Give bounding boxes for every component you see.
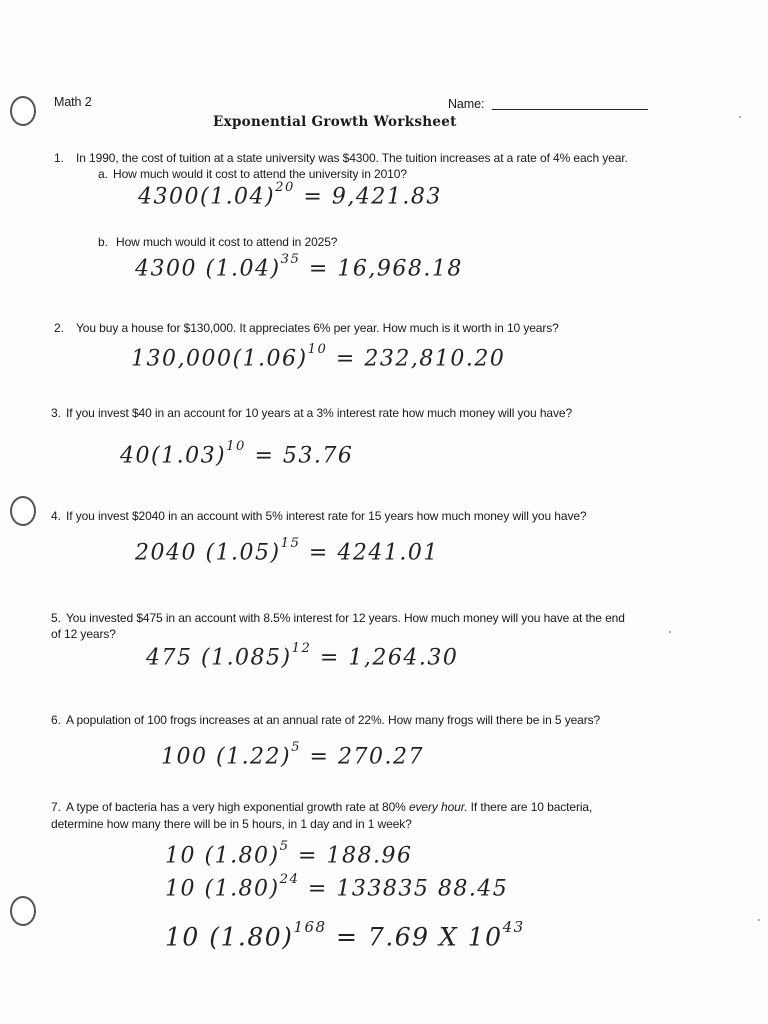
answer-7-5-hours [165,839,413,869]
problem-1-text: In 1990, the cost of tuition at a state university was $4300. The tuition increases at a rate of 4% each year. [76,151,628,165]
answer-2-exponent: 10 [307,342,328,357]
answer-5-result: = 1,264.30 [319,645,459,671]
answer-1b-base: 4300 (1.04) [135,256,281,282]
problem-1a-text: How much would it cost to attend the university in 2010? [113,167,407,181]
answer-7a-exponent: 5 [279,839,290,854]
answer-4 [135,536,439,566]
scan-speck [758,919,760,921]
scan-speck [739,116,741,118]
answer-6 [161,740,424,770]
course-label: Math 2 [54,95,92,109]
answer-7a-result: = 188.96 [298,843,413,869]
answer-1b-exponent: 35 [280,252,301,267]
answer-7b-base: 10 (1.80) [165,876,280,902]
problem-7-text-part1: A type of bacteria has a very high exponential growth rate at 80% [66,800,409,814]
problem-5-text-line2: of 12 years? [51,627,116,641]
worksheet-title: Exponential Growth Worksheet [213,114,457,130]
answer-7c-result-exponent: 43 [502,918,525,936]
answer-1b-result: = 16,968.18 [308,256,463,282]
answer-1a-exponent: 20 [275,180,295,195]
binder-hole-middle [10,496,36,526]
problem-3-text: If you invest $40 in an account for 10 years at a 3% interest rate how much money will you have? [66,406,573,420]
answer-4-exponent: 15 [280,536,301,551]
answer-7b-result: = 133835 88.45 [307,876,509,902]
answer-1a [138,180,442,210]
answer-1a-base: 4300(1.04) [138,184,276,210]
answer-7a-base: 10 (1.80) [165,843,280,869]
answer-5-base: 475 (1.085) [146,645,292,671]
answer-7-1-day [165,872,509,902]
answer-3-base: 40(1.03) [120,443,227,469]
answer-7c-base: 10 (1.80) [165,922,294,952]
problem-1-number: 1. [54,151,64,165]
answer-2-base: 130,000(1.06) [131,346,308,372]
answer-3-result: = 53.76 [254,443,354,469]
answer-7b-exponent: 24 [279,872,300,887]
problem-1b-label: b. [98,235,108,249]
problem-1b-text: How much would it cost to attend in 2025? [116,235,338,249]
problem-4-text: If you invest $2040 in an account with 5% interest rate for 15 years how much money will you have? [66,509,587,523]
answer-2 [131,342,506,372]
answer-4-base: 2040 (1.05) [135,540,281,566]
problem-6-text: A population of 100 frogs increases at an annual rate of 22%. How many frogs will there be in 5 years? [66,713,601,727]
problem-5-text: You invested $475 in an account with 8.5% interest for 12 years. How much money will you have at the end [66,611,625,625]
answer-2-result: = 232,810.20 [335,346,506,372]
scan-speck [669,631,671,633]
answer-5-exponent: 12 [291,641,312,656]
binder-hole-bottom [10,896,36,926]
problem-3-number: 3. [51,406,61,420]
problem-7-text-part2: If there are 10 bacteria, [467,800,593,814]
problem-7-text-line2: determine how many there will be in 5 hours, in 1 day and in 1 week? [51,817,412,831]
answer-5 [146,641,459,671]
problem-2-number: 2. [54,321,64,335]
problem-7-text [66,800,592,814]
answer-1b [135,252,463,282]
binder-hole-top [10,96,36,126]
answer-6-result: = 270.27 [309,744,424,770]
answer-7c-result: = 7.69 X 10 [336,922,503,952]
problem-2-text: You buy a house for $130,000. It appreciates 6% per year. How much is it worth in 10 years? [76,321,559,335]
name-label: Name: [448,97,485,111]
answer-6-base: 100 (1.22) [161,744,292,770]
problem-7-text-emphasis: every hour. [408,800,468,814]
problem-5-number: 5. [51,611,61,625]
answer-3 [120,439,354,469]
answer-6-exponent: 5 [291,740,302,755]
answer-7-1-week [165,918,525,952]
answer-3-exponent: 10 [226,439,246,454]
name-blank-line [492,109,648,110]
answer-1a-result: = 9,421.83 [303,184,442,210]
problem-1a-label: a. [98,167,108,181]
problem-4-number: 4. [51,509,61,523]
answer-4-result: = 4241.01 [308,540,439,566]
problem-7-number: 7. [51,800,61,814]
problem-6-number: 6. [51,713,61,727]
answer-7c-exponent: 168 [293,918,327,936]
